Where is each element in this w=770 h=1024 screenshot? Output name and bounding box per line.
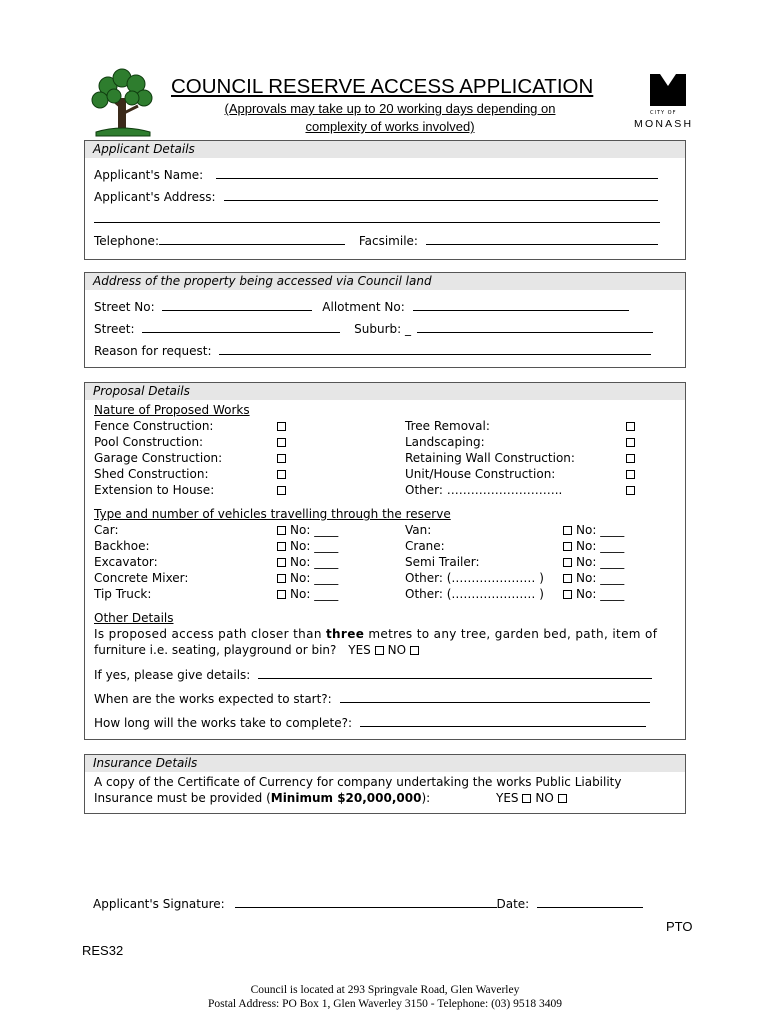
tree-logo-icon <box>88 68 156 138</box>
details-label: If yes, please give details: <box>94 668 251 682</box>
logo-text: MONASH <box>634 118 694 130</box>
reason-field[interactable] <box>219 343 651 355</box>
work-label: Retaining Wall Construction: <box>405 451 575 465</box>
duration-row <box>94 715 646 730</box>
work-label: Unit/House Construction: <box>405 467 556 481</box>
work-label: Extension to House: <box>94 483 215 497</box>
start-row <box>94 691 650 706</box>
applicant-details-section <box>84 140 686 260</box>
applicant-name-row <box>94 167 658 182</box>
street-no-field[interactable] <box>162 299 312 311</box>
section-heading: Applicant Details <box>85 141 685 158</box>
vehicle-no-field[interactable]: No: ____ <box>277 587 338 601</box>
reason-label: Reason for request: <box>94 344 212 358</box>
suburb-prefix: _ <box>405 322 412 336</box>
section-heading: Insurance Details <box>85 755 685 772</box>
form-title: COUNCIL RESERVE ACCESS APPLICATION <box>171 75 594 98</box>
telephone-label: Telephone: <box>94 234 159 248</box>
proposal-details-section <box>84 382 686 740</box>
signature-field[interactable] <box>235 896 497 908</box>
street-no-label: Street No: <box>94 300 155 314</box>
work-label: Other: ……………………….. <box>405 483 563 497</box>
work-checkbox[interactable] <box>626 454 635 463</box>
insurance-details-section <box>84 754 686 814</box>
yes-checkbox[interactable] <box>375 646 384 655</box>
street-row <box>94 321 653 336</box>
telephone-field[interactable] <box>159 233 345 245</box>
suburb-label: Suburb: <box>354 322 402 336</box>
vehicle-label: Other: (………………… ) <box>405 571 544 585</box>
vehicle-label: Semi Trailer: <box>405 555 480 569</box>
facsimile-label: Facsimile: <box>358 234 418 248</box>
works-heading: Nature of Proposed Works <box>94 403 250 417</box>
work-checkbox[interactable] <box>277 454 286 463</box>
applicant-address-row-2 <box>94 211 660 226</box>
section-heading: Address of the property being accessed via Council land <box>85 273 685 290</box>
logo-small-text: CITY OF <box>650 110 677 116</box>
work-label: Tree Removal: <box>405 419 490 433</box>
work-label: Garage Construction: <box>94 451 223 465</box>
vehicle-no-field[interactable]: No: ____ <box>277 571 338 585</box>
insurance-no-checkbox[interactable] <box>558 794 567 803</box>
name-field[interactable] <box>216 167 658 179</box>
start-field[interactable] <box>340 691 650 703</box>
vehicle-no-field[interactable]: No: ____ <box>563 555 624 569</box>
insurance-line-1: A copy of the Certificate of Currency for company undertaking the works Public Liability <box>94 775 622 789</box>
other-question-line1: Is proposed access path closer than three metres to any tree, garden bed, path, item of <box>94 627 658 641</box>
vehicle-no-field[interactable]: No: ____ <box>563 539 624 553</box>
suburb-field[interactable] <box>417 321 653 333</box>
footer-address-line1: Council is located at 293 Springvale Road, Glen Waverley <box>250 984 520 996</box>
date-label: Date: <box>496 897 530 911</box>
details-row <box>94 667 652 682</box>
contact-row <box>94 233 658 248</box>
vehicle-no-field[interactable]: No: ____ <box>563 523 624 537</box>
insurance-line-2: Insurance must be provided (Minimum $20,000,000): YES NO <box>94 791 571 805</box>
address-label: Applicant's Address: <box>94 190 216 204</box>
work-label: Landscaping: <box>405 435 485 449</box>
work-label: Pool Construction: <box>94 435 204 449</box>
vehicle-no-field[interactable]: No: ____ <box>563 571 624 585</box>
vehicle-no-field[interactable]: No: ____ <box>277 555 338 569</box>
monash-logo <box>632 72 702 134</box>
vehicle-label: Other: (………………… ) <box>405 587 544 601</box>
reason-row <box>94 343 651 358</box>
monash-emblem-icon <box>648 72 688 108</box>
start-label: When are the works expected to start?: <box>94 692 332 706</box>
work-checkbox[interactable] <box>277 470 286 479</box>
vehicle-no-field[interactable]: No: ____ <box>563 587 624 601</box>
other-heading: Other Details <box>94 611 174 625</box>
form-subtitle <box>180 100 600 136</box>
work-checkbox[interactable] <box>626 486 635 495</box>
vehicle-label: Van: <box>405 523 432 537</box>
date-field[interactable] <box>537 896 643 908</box>
work-label: Shed Construction: <box>94 467 209 481</box>
property-address-section <box>84 272 686 368</box>
work-checkbox[interactable] <box>277 438 286 447</box>
vehicles-heading: Type and number of vehicles travelling through the reserve <box>94 507 451 521</box>
vehicle-no-field[interactable]: No: ____ <box>277 539 338 553</box>
vehicle-label: Car: <box>94 523 119 537</box>
details-field[interactable] <box>258 667 652 679</box>
section-heading: Proposal Details <box>85 383 685 400</box>
no-checkbox[interactable] <box>410 646 419 655</box>
duration-field[interactable] <box>360 715 646 727</box>
address-field[interactable] <box>224 189 658 201</box>
subtitle-line-2: complexity of works involved) <box>305 119 475 134</box>
vehicle-label: Crane: <box>405 539 445 553</box>
work-checkbox[interactable] <box>277 486 286 495</box>
vehicle-label: Excavator: <box>94 555 158 569</box>
vehicle-label: Tip Truck: <box>94 587 152 601</box>
work-checkbox[interactable] <box>626 438 635 447</box>
work-label: Fence Construction: <box>94 419 214 433</box>
allotment-field[interactable] <box>413 299 629 311</box>
street-no-row <box>94 299 629 314</box>
vehicle-no-field[interactable]: No: ____ <box>277 523 338 537</box>
address-field-2[interactable] <box>94 211 660 223</box>
pto-text: PTO <box>666 919 693 934</box>
vehicle-label: Concrete Mixer: <box>94 571 189 585</box>
duration-label: How long will the works take to complete?: <box>94 716 353 730</box>
work-checkbox[interactable] <box>277 422 286 431</box>
insurance-yes-checkbox[interactable] <box>522 794 531 803</box>
applicant-address-row <box>94 189 658 204</box>
vehicle-label: Backhoe: <box>94 539 150 553</box>
name-label: Applicant's Name: <box>94 168 204 182</box>
street-field[interactable] <box>142 321 340 333</box>
street-label: Street: <box>94 322 135 336</box>
signature-label: Applicant's Signature: <box>93 897 225 911</box>
subtitle-line-1: (Approvals may take up to 20 working days depending on <box>224 101 556 116</box>
work-checkbox[interactable] <box>626 470 635 479</box>
facsimile-field[interactable] <box>426 233 658 245</box>
work-checkbox[interactable] <box>626 422 635 431</box>
form-code: RES32 <box>82 943 124 958</box>
signature-row <box>93 896 643 911</box>
other-question-line2: furniture i.e. seating, playground or bin? YES NO <box>94 643 423 657</box>
allotment-label: Allotment No: <box>322 300 405 314</box>
footer-address-line2: Postal Address: PO Box 1, Glen Waverley 3150 - Telephone: (03) 9518 3409 <box>208 998 562 1010</box>
